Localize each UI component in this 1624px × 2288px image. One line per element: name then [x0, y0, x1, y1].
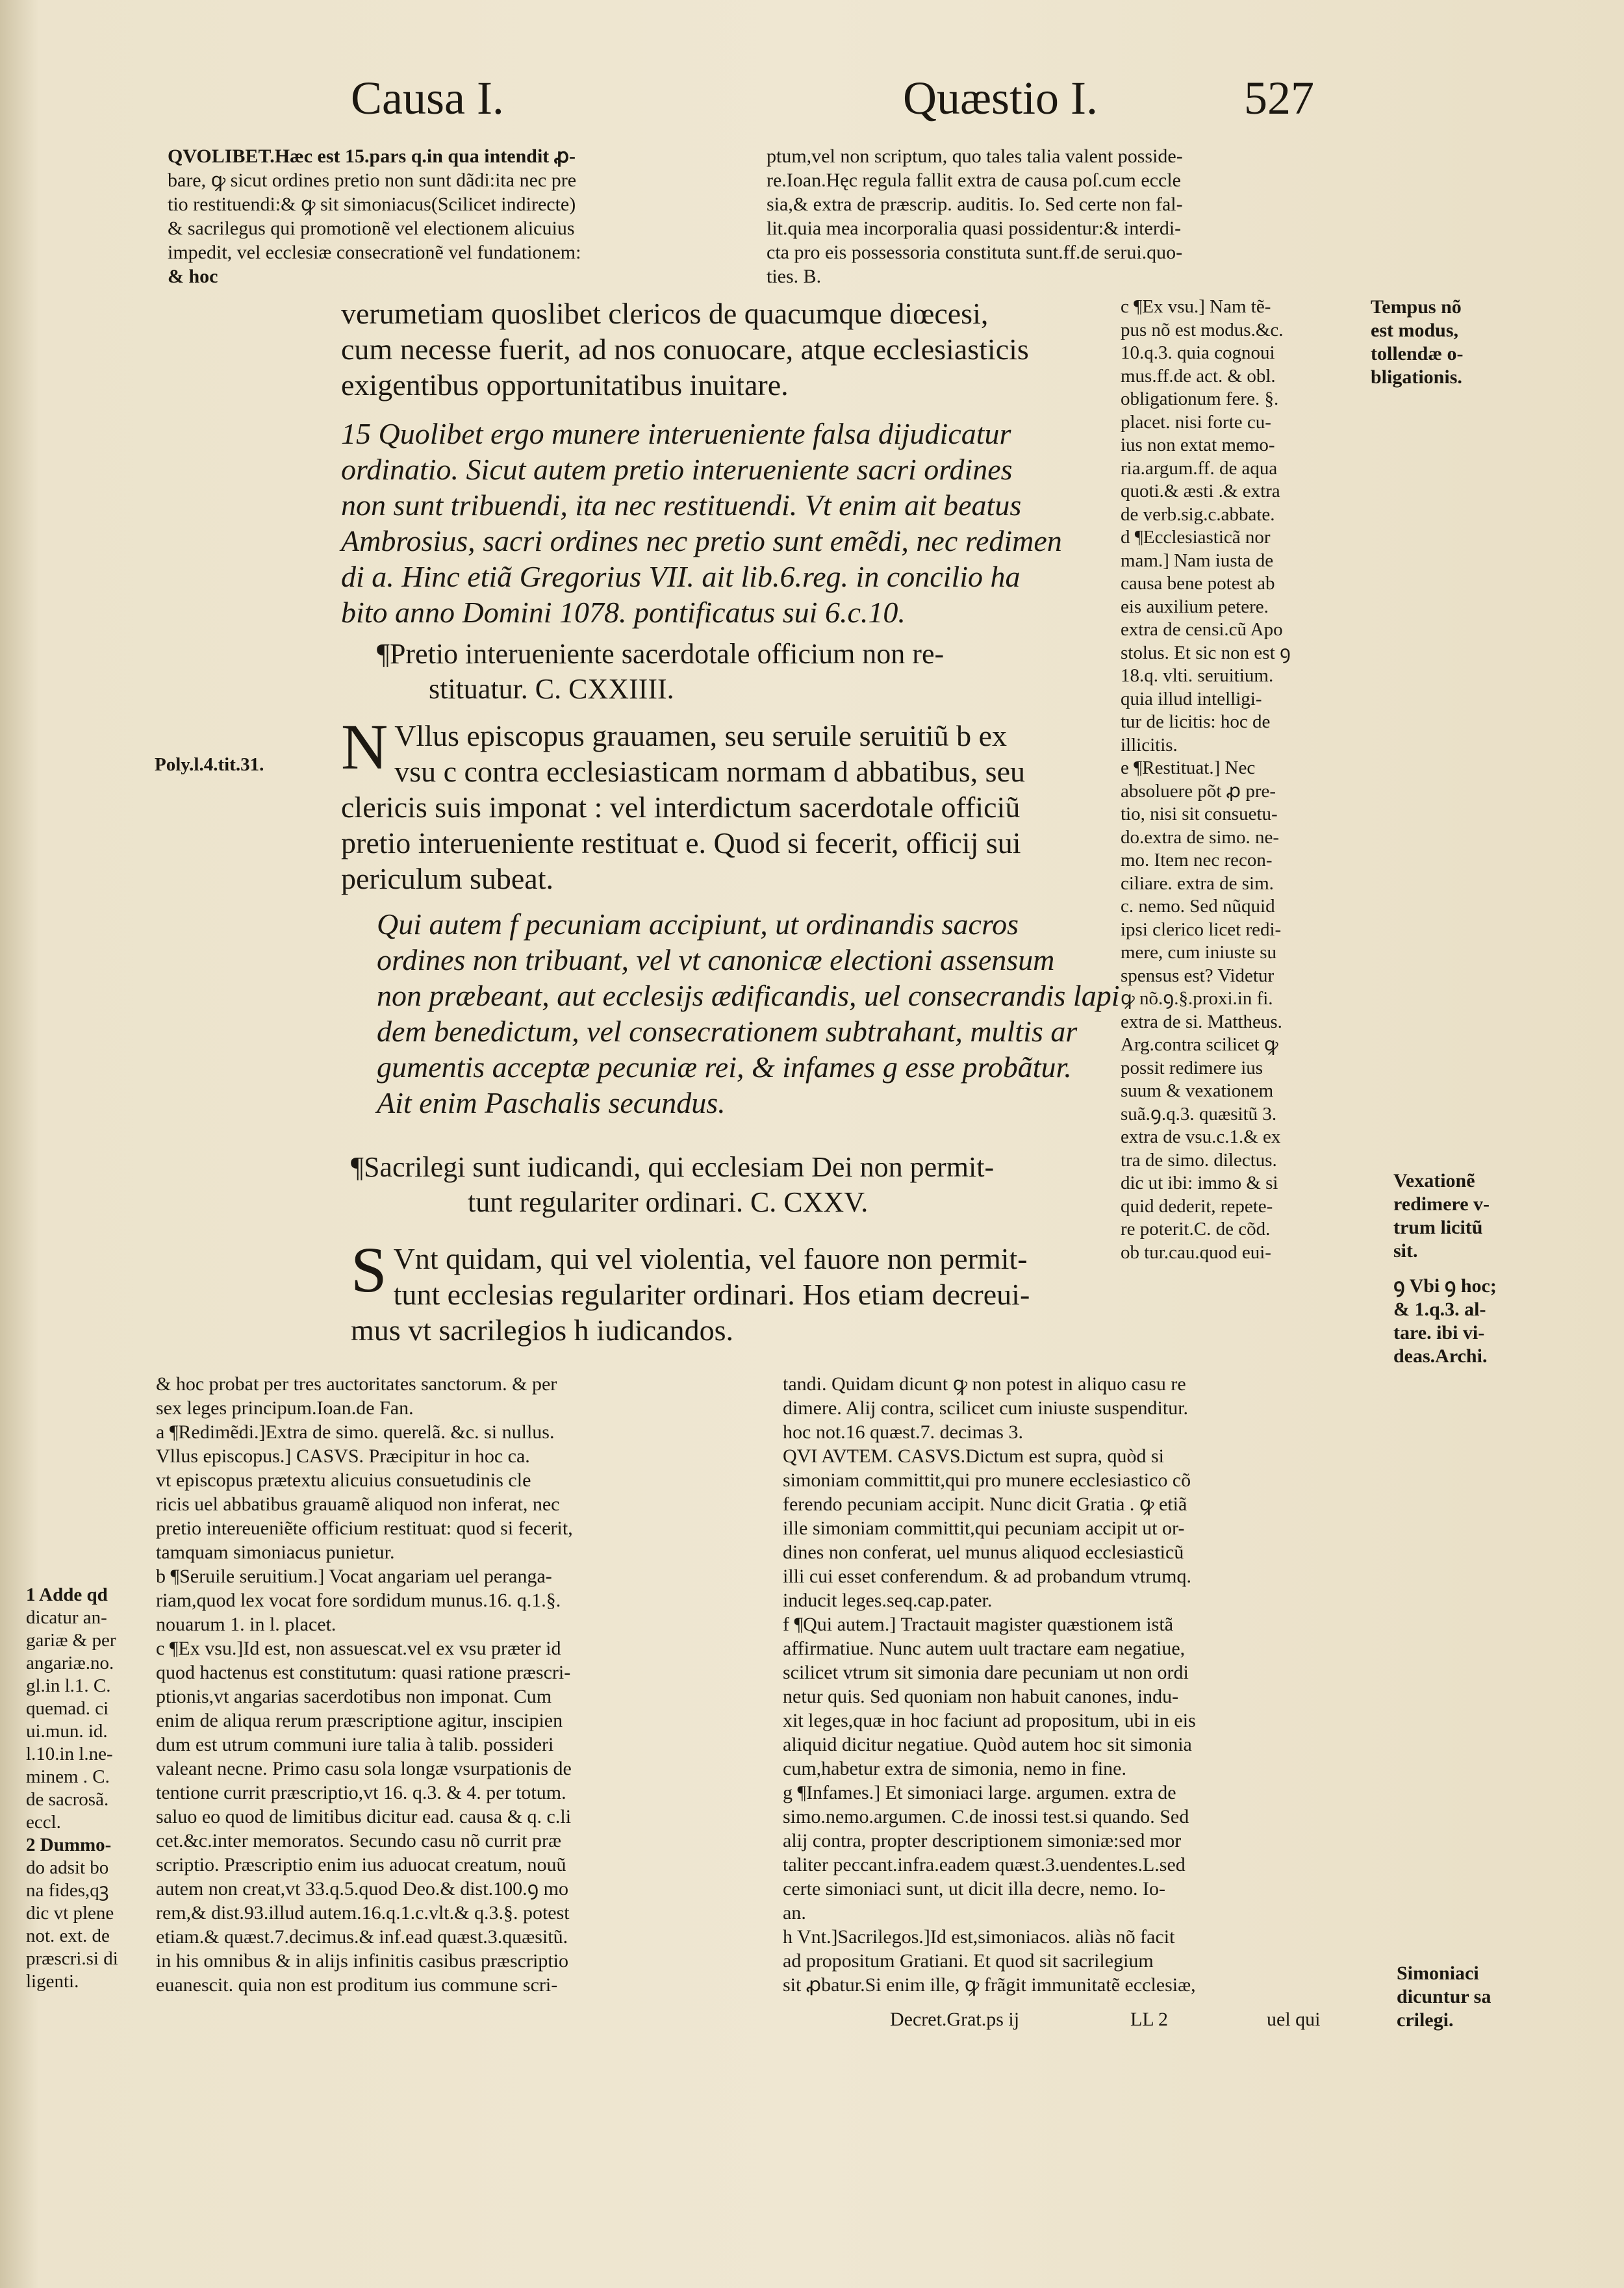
gloss-line: QVI AVTEM. CASVS.Dictum est supra, quòd si	[783, 1445, 1164, 1467]
main-paragraph-2	[341, 416, 1121, 630]
gloss-line: ptum,vel non scriptum, quo tales talia valent posside-	[767, 146, 1183, 167]
margin-line: ui.mun. id.	[26, 1721, 108, 1742]
text-line: Ambrosius, sacri ordines nec pretio sunt emẽdi, nec redimen	[341, 524, 1062, 557]
gloss-line: f ¶Qui autem.] Tractauit magister quæstionem istã	[783, 1614, 1174, 1635]
gloss-line: ferendo pecuniam accipit. Nunc dicit Gratia . ꝙ etiã	[783, 1494, 1187, 1515]
gloss-line: QVOLIBET.Hæc est 15.pars q.in qua intendit ꝓ-	[168, 146, 576, 167]
gloss-line: ciliare. extra de sim.	[1121, 872, 1274, 894]
canon-125-text	[351, 1234, 1117, 1348]
gloss-line: enim de aliqua rerum præscriptione agitur, inscipien	[156, 1710, 563, 1731]
gloss-line: extra de si. Mattheus.	[1121, 1011, 1282, 1032]
gloss-line: lit.quia mea incorporalia quasi possidentur:& interdi-	[767, 218, 1182, 239]
margin-line: na fides,qꝫ	[26, 1880, 109, 1901]
margin-line: sit.	[1393, 1240, 1418, 1262]
gloss-line: scriptio. Præscriptio enim ius aduocat creatum, nouũ	[156, 1854, 566, 1875]
text-line: clericis suis imponat : vel interdictum sacerdotale officiũ	[341, 791, 1021, 824]
gloss-line: vt episcopus prætextu alicuius consuetudinis cle	[156, 1469, 531, 1491]
gloss-line: scilicet vtrum sit simonia dare pecuniam ut non ordi	[783, 1662, 1189, 1683]
text-line: Vnt quidam, qui vel violentia, vel fauore non permit-	[393, 1242, 1028, 1275]
gloss-line: rem,& dist.93.illud autem.16.q.1.c.vlt.& q.3.§. potest	[156, 1902, 570, 1924]
gloss-line: e ¶Restituat.] Nec	[1121, 757, 1256, 778]
margin-line: tollendæ o-	[1371, 343, 1464, 364]
rubric-line: tunt regulariter ordinari. C. CXXV.	[468, 1186, 869, 1218]
margin-note-poly: Poly.l.4.tit.31.	[155, 754, 264, 775]
gloss-line: mam.] Nam iusta de	[1121, 550, 1274, 571]
rubric-line: stituatur. C. CXXIIII.	[429, 673, 674, 705]
gloss-line: re poterit.C. de cõd.	[1121, 1219, 1271, 1239]
gloss-line: tio, nisi sit consuetu-	[1121, 804, 1278, 824]
gloss-line: aliquid dicitur negatiue. Quòd autem hoc sit simonia	[783, 1734, 1192, 1755]
text-line: dem benedictum, vel consecrationem subtrahant, multis ar	[377, 1015, 1078, 1048]
text-line: ordinatio. Sicut autem pretio interueniente sacri ordines	[341, 453, 1013, 486]
margin-line: l.10.in l.ne-	[26, 1744, 113, 1764]
canon-124-text	[341, 711, 1121, 896]
margin-line: eccl.	[26, 1812, 61, 1833]
gloss-line: dines non conferat, uel munus aliquod ecclesiasticũ	[783, 1542, 1184, 1563]
gloss-line: extra de censi.cũ Apo	[1121, 619, 1283, 640]
gloss-line: alij contra, propter descriptionem simoniæ:sed mor	[783, 1830, 1182, 1851]
gloss-line: do.extra de simo. ne-	[1121, 826, 1280, 848]
gloss-line: pus nõ est modus.&c.	[1121, 319, 1284, 340]
margin-line: ligenti.	[26, 1971, 79, 1992]
gloss-line: spensus est? Videtur	[1121, 965, 1275, 986]
gloss-line: suum & vexationem	[1121, 1080, 1274, 1101]
gloss-line: inducit leges.seq.cap.pater.	[783, 1590, 993, 1611]
margin-line: do adsit bo	[26, 1857, 109, 1878]
bottom-gloss-right	[783, 1372, 1387, 1997]
text-line: Ait enim Paschalis secundus.	[377, 1086, 726, 1119]
margin-line: Simoniaci	[1397, 1963, 1479, 1984]
margin-line: & 1.q.3. al-	[1393, 1299, 1486, 1320]
text-line: 15 Quolibet ergo munere interueniente falsa dijudicatur	[341, 417, 1011, 450]
gloss-line: cta pro eis possessoria constituta sunt.ff.de serui.quo-	[767, 242, 1183, 263]
gloss-line: eis auxilium petere.	[1121, 596, 1269, 617]
gloss-line: & hoc	[168, 266, 218, 287]
margin-note-tempus	[1371, 296, 1553, 389]
running-head-quaestio: Quæstio I.	[903, 72, 1098, 124]
gloss-line: tamquam simoniacus punietur.	[156, 1542, 395, 1563]
gloss-line: cum,habetur extra de simonia, nemo in fine.	[783, 1758, 1126, 1779]
text-line: verumetiam quoslibet clericos de quacumque diœcesi,	[341, 297, 989, 330]
footer-gathering: LL 2	[1130, 2009, 1169, 2030]
margin-line: trum licitũ	[1393, 1217, 1483, 1238]
gloss-line: saluo eo quod de limitibus dicitur ead. causa & q. c.li	[156, 1806, 572, 1827]
gloss-line: mus.ff.de act. & obl.	[1121, 365, 1276, 387]
margin-line: 2 Dummo-	[26, 1835, 112, 1855]
page-number: 527	[1244, 72, 1314, 124]
gloss-line: tur de licitis: hoc de	[1121, 711, 1271, 732]
gloss-line: taliter peccant.infra.eadem quæst.3.uendentes.L.sed	[783, 1854, 1186, 1875]
gloss-line: b ¶Seruile seruitium.] Vocat angariam uel peranga-	[156, 1566, 552, 1587]
gloss-line: tio restituendi:& ꝙ sit simoniacus(Scilicet indirecte)	[168, 194, 576, 215]
running-head-causa: Causa I.	[351, 72, 504, 124]
gloss-line: ricis uel abbatibus grauamẽ aliquod non inferat, nec	[156, 1494, 560, 1515]
bottom-gloss-left	[156, 1372, 767, 1997]
gloss-line: obligationum fere. §.	[1121, 388, 1279, 409]
gloss-line: illicitis.	[1121, 734, 1178, 756]
rubric-line: ¶Pretio interueniente sacerdotale officium non re-	[377, 638, 945, 670]
text-line: gumentis acceptæ pecuniæ rei, & infames g esse probãtur.	[377, 1050, 1072, 1084]
text-line: pretio interueniente restituat e. Quod si fecerit, officij sui	[341, 826, 1021, 859]
gloss-line: absoluere põt ꝓ pre-	[1121, 780, 1276, 802]
gloss-line: stolus. Et sic non est ꝯ	[1121, 642, 1291, 663]
gloss-line: ipsi clerico licet redi-	[1121, 919, 1282, 940]
margin-line: crilegi.	[1397, 2009, 1454, 2031]
gloss-line: d ¶Ecclesiasticã nor	[1121, 527, 1271, 548]
gloss-line: suã.ꝯ.q.3. quæsitũ 3.	[1121, 1103, 1277, 1125]
gloss-line: h Vnt.]Sacrilegos.]Id est,simoniacos. aliàs nõ facit	[783, 1926, 1175, 1948]
gloss-line: tandi. Quidam dicunt ꝙ non potest in aliquo casu re	[783, 1373, 1186, 1395]
main-paragraph-1	[341, 296, 1121, 403]
gloss-line: affirmatiue. Nunc autem uult tractare eam negatiue,	[783, 1638, 1186, 1659]
gloss-line: certe simoniaci sunt, ut dicit illa decre, nemo. Io-	[783, 1878, 1165, 1900]
gloss-line: possit redimere ius	[1121, 1057, 1263, 1078]
gloss-line: c ¶Ex vsu.]Id est, non assuescat.vel ex vsu præter id	[156, 1638, 561, 1659]
margin-line: gariæ & per	[26, 1630, 116, 1651]
gloss-line: cet.&c.inter memoratos. Secundo casu nõ currit præ	[156, 1830, 561, 1851]
margin-note-simoniaci	[1397, 1962, 1579, 2032]
gloss-line: & hoc probat per tres auctoritates sanctorum. & per	[156, 1373, 557, 1395]
footer-catchword: uel qui	[1267, 2009, 1321, 2030]
gloss-line: sex leges principum.Ioan.de Fan.	[156, 1397, 414, 1419]
gloss-line: ria.argum.ff. de aqua	[1121, 457, 1278, 479]
gloss-line: impedit, vel ecclesiæ consecrationẽ vel fundationem:	[168, 242, 581, 263]
initial-letter: S	[351, 1234, 387, 1306]
gloss-line: quid dederit, repete-	[1121, 1195, 1273, 1217]
text-line: ordines non tribuant, vel vt canonicæ electioni assensum	[377, 943, 1055, 976]
margin-line: de sacrosã.	[26, 1789, 109, 1810]
gloss-line: tentione currit præscriptio,vt 16. q.3. & 4. per totum.	[156, 1782, 566, 1803]
footer-signature: Decret.Grat.ps ij	[890, 2009, 1020, 2030]
margin-line: dicatur an-	[26, 1607, 107, 1628]
gloss-line: causa bene potest ab	[1121, 573, 1275, 594]
margin-line: est modus,	[1371, 320, 1459, 341]
margin-line: gl.in l.1. C.	[26, 1675, 111, 1696]
text-line: cum necesse fuerit, ad nos conuocare, atque ecclesiasticis	[341, 333, 1029, 366]
gloss-line: in his omnibus & in alijs infinitis casibus præscriptio	[156, 1950, 568, 1972]
rubric-line: ¶Sacrilegi sunt iudicandi, qui ecclesiam Dei non permit-	[351, 1151, 995, 1183]
rubric-canon-125	[351, 1150, 1130, 1220]
margin-line: quemad. ci	[26, 1698, 109, 1719]
margin-note-vbi	[1393, 1275, 1575, 1368]
margin-line: angariæ.no.	[26, 1653, 114, 1673]
margin-line: dic vt plene	[26, 1903, 114, 1924]
gloss-line: mere, cum iniuste su	[1121, 942, 1277, 963]
gloss-line: re.Ioan.Hęc regula fallit extra de causa poſ.cum eccle	[767, 170, 1181, 191]
gloss-line: a ¶Redimẽdi.]Extra de simo. querelã. &c. si nullus.	[156, 1421, 555, 1443]
text-line: mus vt sacrilegios h iudicandos.	[351, 1314, 733, 1347]
gloss-line: sit ꝓbatur.Si enim ille, ꝙ frãgit immunitatẽ ecclesiæ,	[783, 1974, 1196, 1996]
gloss-line: 10.q.3. quia cognoui	[1121, 342, 1275, 363]
gloss-line: extra de vsu.c.1.& ex	[1121, 1126, 1281, 1147]
text-line: exigentibus opportunitatibus inuitare.	[341, 368, 789, 401]
gloss-line: c. nemo. Sed nũquid	[1121, 896, 1275, 917]
gloss-line: riam,quod lex vocat fore sordidum munus.16. q.1.§.	[156, 1590, 561, 1611]
gloss-line: netur quis. Sed quoniam non habuit canones, indu-	[783, 1686, 1179, 1707]
gloss-line: dimere. Alij contra, scilicet cum iniuste suspenditur.	[783, 1397, 1189, 1419]
rubric-canon-124	[377, 637, 1124, 707]
gloss-line: an.	[783, 1902, 806, 1924]
margin-line: Vexationẽ	[1393, 1170, 1475, 1191]
margin-line: dicuntur sa	[1397, 1986, 1491, 2007]
gloss-line: ob tur.cau.quod eui-	[1121, 1241, 1271, 1263]
margin-line: not. ext. de	[26, 1926, 110, 1946]
gloss-line: tra de simo. dilectus.	[1121, 1149, 1277, 1171]
gloss-line: mo. Item nec recon-	[1121, 850, 1273, 871]
gloss-line: dic ut ibi: immo & si	[1121, 1173, 1278, 1193]
margin-line: deas.Archi.	[1393, 1345, 1488, 1367]
gloss-line: dum est utrum communi iure talia à talib. possideri	[156, 1734, 554, 1755]
gloss-line: simo.nemo.argumen. C.de inossi test.si quando. Sed	[783, 1806, 1189, 1827]
margin-line: tare. ibi vi-	[1393, 1322, 1485, 1343]
gloss-line: sia,& extra de præscrip. auditis. Io. Sed certe non fal-	[767, 194, 1183, 215]
text-line: bito anno Domini 1078. pontificatus sui 6.c.10.	[341, 596, 906, 629]
gloss-line: 18.q. vlti. seruitium.	[1121, 665, 1274, 686]
gloss-line: euanescit. quia non est proditum ius commune scri-	[156, 1974, 558, 1996]
gloss-line: c ¶Ex vsu.] Nam tẽ-	[1121, 296, 1271, 317]
gloss-line: valeant necne. Primo casu sola longæ vsurpationis de	[156, 1758, 572, 1779]
right-gloss-column	[1121, 296, 1367, 1264]
gloss-line: placet. nisi forte cu-	[1121, 411, 1271, 433]
gloss-line: illi cui esset conferendum. & ad probandum vtrumq.	[783, 1566, 1192, 1587]
text-line: Qui autem f pecuniam accipiunt, ut ordinandis sacros	[377, 908, 1019, 941]
gloss-line: de verb.sig.c.abbate.	[1121, 503, 1275, 525]
main-paragraph-3	[377, 906, 1124, 1121]
gloss-line: autem non creat,vt 33.q.5.quod Deo.& dist.100.ꝯ mo	[156, 1878, 569, 1900]
margin-line: redimere v-	[1393, 1193, 1490, 1215]
gloss-line: g ¶Infames.] Et simoniaci large. argumen. extra de	[783, 1782, 1176, 1803]
text-line: non sunt tribuendi, ita nec restituendi. Vt enim ait beatus	[341, 489, 1022, 522]
gloss-line: & sacrilegus qui promotionẽ vel electionem alicuius	[168, 218, 575, 239]
text-line: di a. Hinc etiã Gregorius VII. ait lib.6.reg. in concilio ha	[341, 560, 1021, 593]
margin-notes-adde	[26, 1584, 149, 1993]
gloss-line: hoc not.16 quæst.7. decimas 3.	[783, 1421, 1023, 1443]
gloss-line: quod hactenus est constitutum: quasi ratione præscri-	[156, 1662, 571, 1683]
initial-letter: N	[341, 711, 388, 783]
gloss-line: ad propositum Gratiani. Et quod sit sacrilegium	[783, 1950, 1154, 1972]
gloss-line: xit leges,quæ in hoc faciunt ad propositum, ubi in eis	[783, 1710, 1196, 1731]
margin-line: ꝯ Vbi ꝯ hoc;	[1393, 1275, 1497, 1297]
gloss-line: quia illud intelligi-	[1121, 688, 1262, 709]
gloss-line: ius non extat memo-	[1121, 435, 1275, 455]
gloss-line: ptionis,vt angarias sacerdotibus non imponat. Cum	[156, 1686, 552, 1707]
margin-line: minem . C.	[26, 1766, 110, 1787]
margin-note-vexationem	[1393, 1169, 1575, 1263]
gloss-line: ille simoniam committit,qui pecuniam accipit ut or-	[783, 1518, 1185, 1539]
top-gloss-left	[168, 144, 739, 288]
gloss-line: bare, ꝙ sicut ordines pretio non sunt dãdi:ita nec pre	[168, 170, 577, 191]
margin-line: præscri.si di	[26, 1948, 118, 1969]
gloss-line: nouarum 1. in l. placet.	[156, 1614, 336, 1635]
gloss-line: ties. B.	[767, 266, 822, 287]
gloss-line: Vllus episcopus.] CASVS. Præcipitur in hoc ca.	[156, 1445, 530, 1467]
gloss-line: pretio intereueniẽte officium restituat: quod si fecerit,	[156, 1518, 573, 1539]
text-line: Vllus episcopus grauamen, seu seruile seruitiũ b ex	[394, 719, 1007, 752]
gloss-line: etiam.& quæst.7.decimus.& inf.ead quæst.3.quæsitũ.	[156, 1926, 568, 1948]
text-line: vsu c contra ecclesiasticam normam d abbatibus, seu	[394, 755, 1026, 788]
text-line: periculum subeat.	[341, 862, 554, 895]
margin-line: bligationis.	[1371, 366, 1462, 388]
gloss-line: simoniam committit,qui pro munere ecclesiastico cõ	[783, 1469, 1191, 1491]
gloss-line: ꝙ nõ.ꝯ.§.proxi.in fi.	[1121, 988, 1273, 1009]
top-gloss-right	[767, 144, 1364, 288]
gloss-line: quoti.& æsti .& extra	[1121, 481, 1280, 502]
gloss-line: Arg.contra scilicet ꝙ	[1121, 1034, 1278, 1055]
margin-line: 1 Adde qd	[26, 1584, 108, 1605]
margin-line: Tempus nõ	[1371, 296, 1462, 318]
text-line: tunt ecclesias regulariter ordinari. Hos etiam decreui-	[393, 1278, 1030, 1311]
text-line: non præbeant, aut ecclesijs ædificandis, uel consecrandis lapi	[377, 979, 1120, 1012]
